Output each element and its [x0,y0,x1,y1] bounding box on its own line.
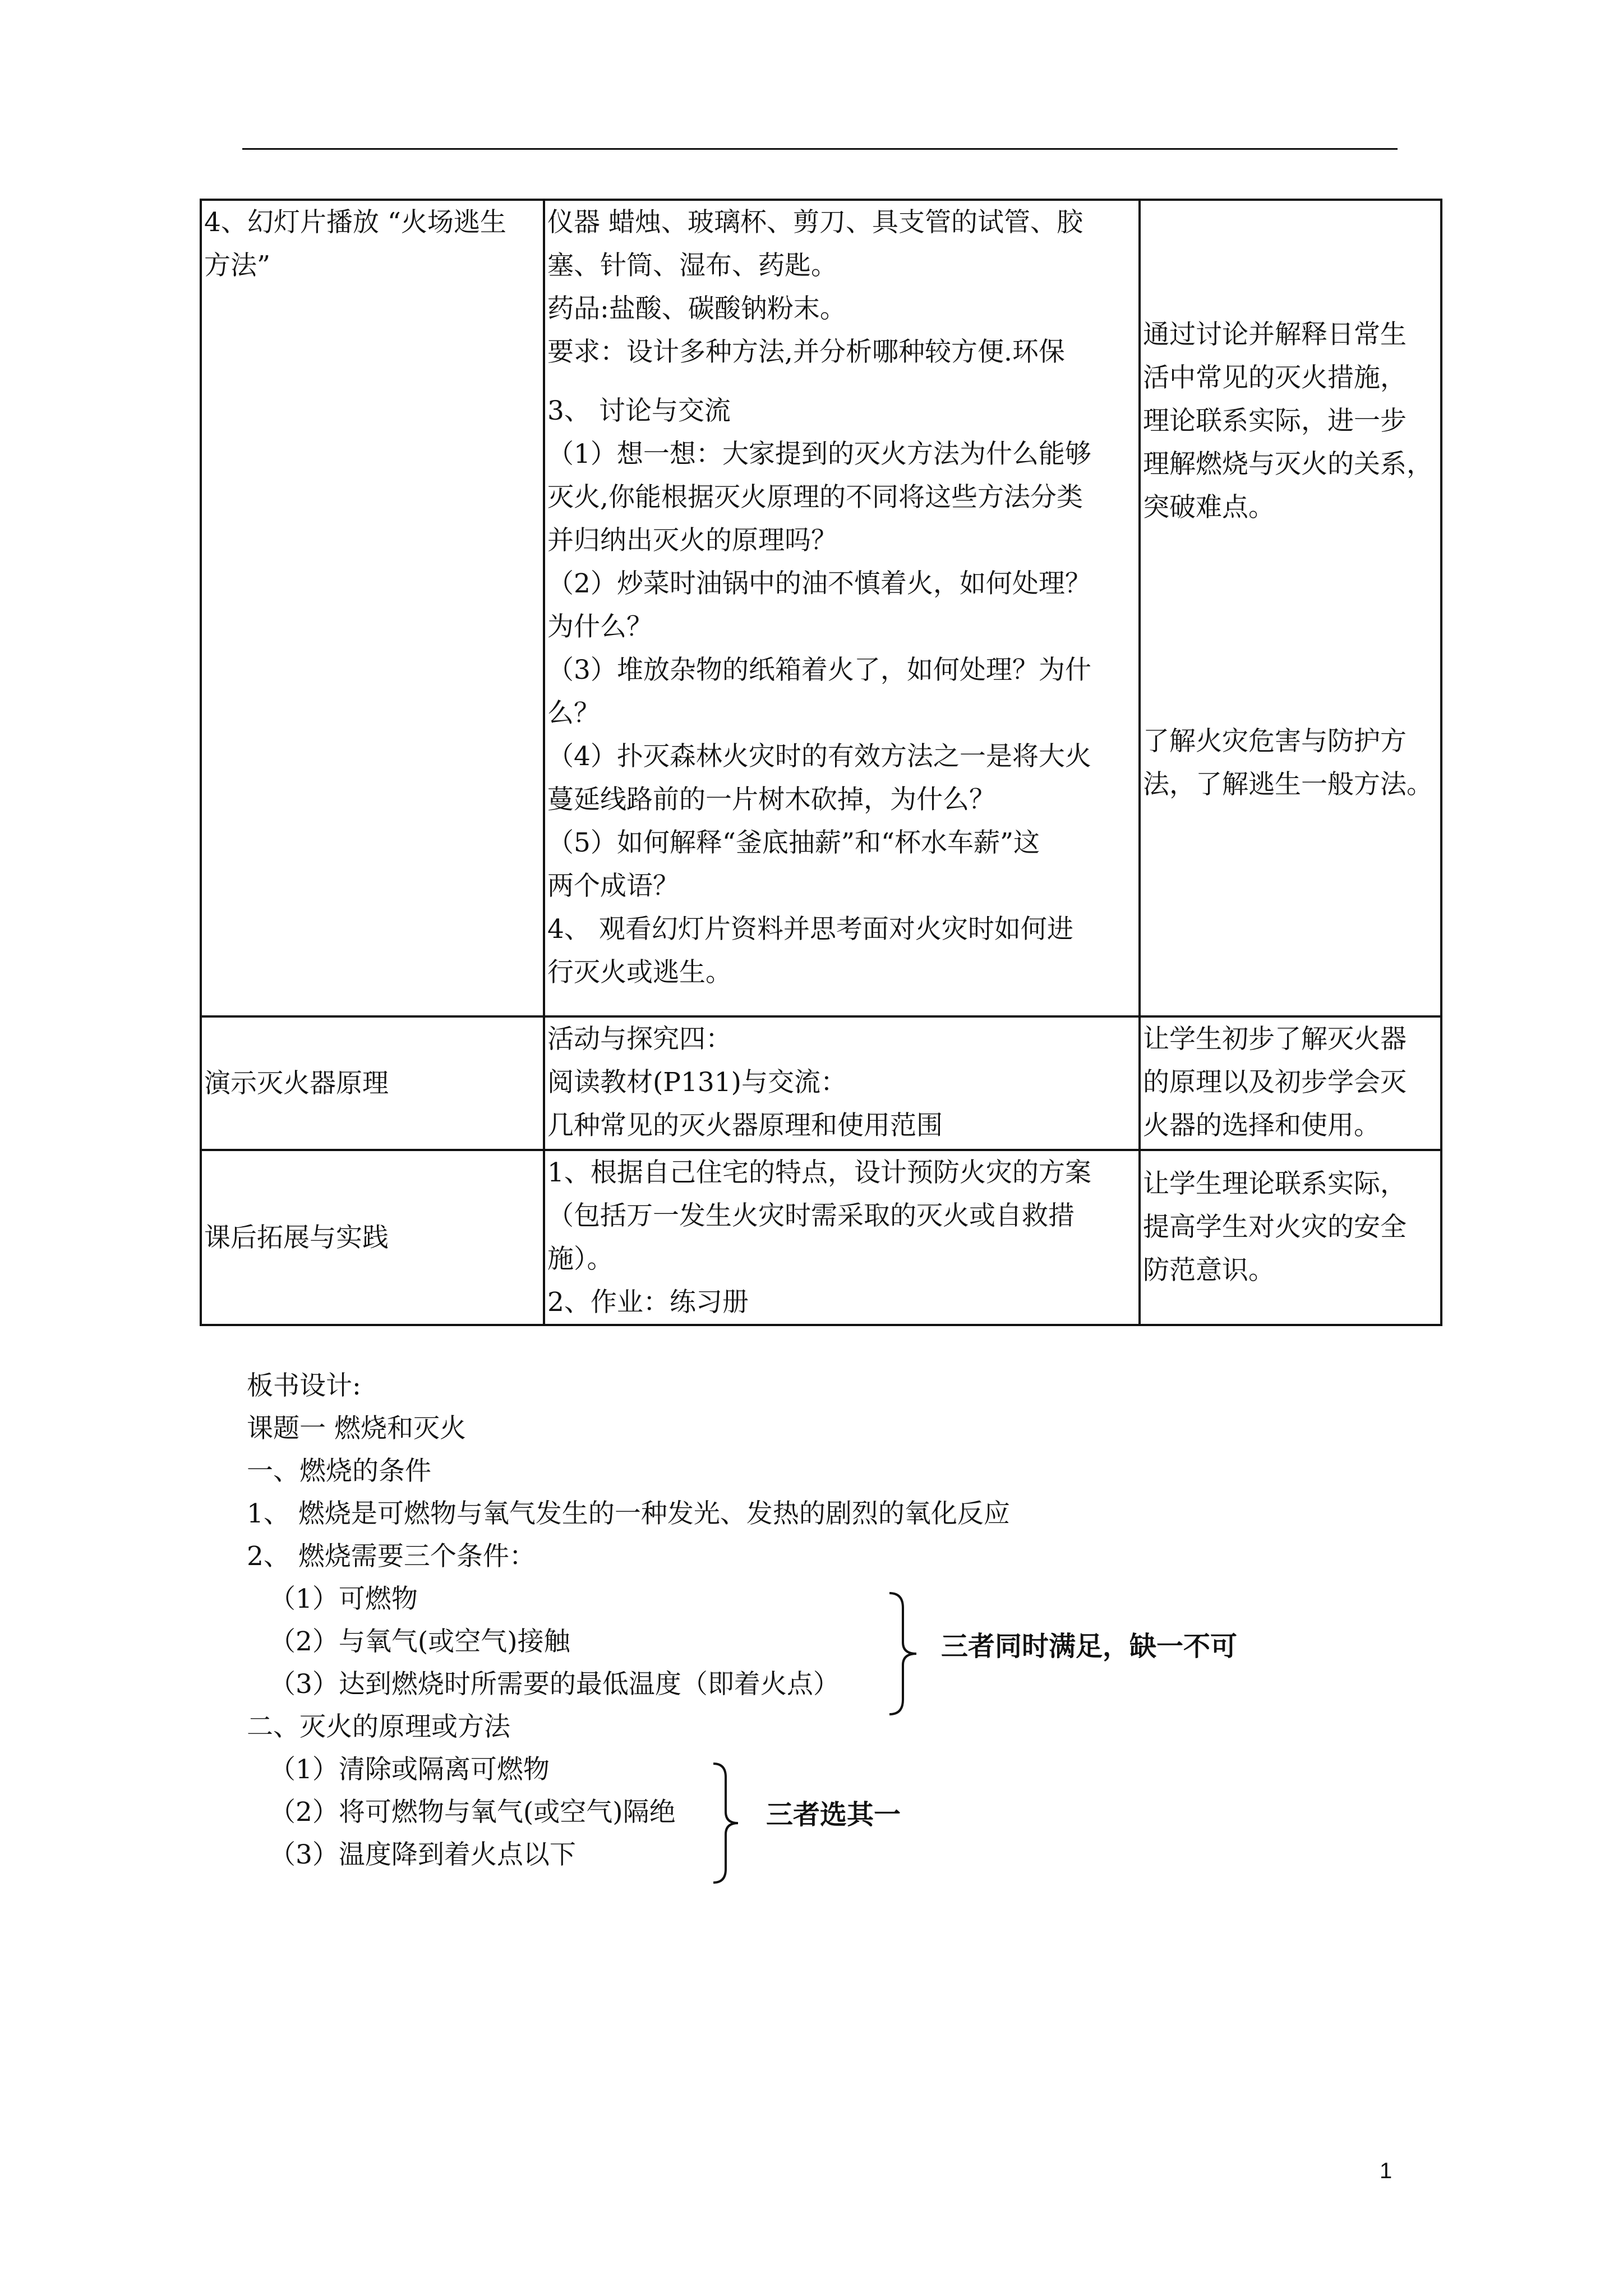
teacher-activity-cell [201,1150,544,1325]
teacher-activity-cell [201,1016,544,1150]
table-row [201,200,1441,1016]
cell-line: 药品:盐酸、碳酸钠粉末。 [547,293,846,324]
board-topic: 课题一 燃烧和灭火 [247,1413,466,1444]
cell-line: 1、根据自己住宅的特点，设计预防火灾的方案 [547,1157,1091,1188]
cell-line: 活动与探究四： [547,1024,732,1055]
cell-line: 并归纳出灭火的原理吗？ [547,525,837,556]
design-intent-cell [1140,1016,1441,1150]
page-number: 1 [1380,2159,1393,2183]
board-heading: 板书设计: [247,1370,361,1401]
method-item: （3）温度降到着火点以下 [269,1839,576,1870]
cell-line: 塞、针筒、湿布、药匙。 [547,250,837,281]
cell-line: 4、 观看幻灯片资料并思考面对火灾时如何进 [547,914,1073,945]
cell-line: 活中常见的灭火措施， [1143,362,1407,393]
header-rule [242,148,1398,150]
right-brace-icon [710,1761,741,1885]
cell-line: 突破难点。 [1143,492,1275,523]
cell-line: （2）炒菜时油锅中的油不慎着火，如何处理？ [547,568,1091,599]
cell-line: 灭火,你能根据灭火原理的不同将这些方法分类 [547,482,1083,513]
condition-item: （1）可燃物 [269,1584,418,1614]
cell-line: 几种常见的灭火器原理和使用范围 [547,1110,943,1141]
cell-line: 演示灭火器原理 [204,1068,389,1099]
cell-line: （3）堆放杂物的纸箱着火了，如何处理？为什 [547,655,1091,685]
cell-line: 方法” [204,250,271,281]
cell-line: 3、 讨论与交流 [547,395,731,426]
cell-line: 为什么？ [547,611,653,642]
cell-line: 么？ [547,698,600,729]
condition-item: （2）与氧气(或空气)接触 [269,1626,570,1657]
cell-line: 理解燃烧与灭火的关系， [1143,449,1433,480]
condition-item: （3）达到燃烧时所需要的最低温度（即着火点） [269,1669,840,1700]
method-item: （2）将可燃物与氧气(或空气)隔绝 [269,1797,676,1828]
table-row [201,1150,1441,1325]
cell-line: 法，了解逃生一般方法。 [1143,769,1433,800]
student-activity-cell [544,200,1140,1016]
cell-line: 4、幻灯片播放 “火场逃生 [204,207,506,238]
cell-line: 让学生理论联系实际， [1143,1168,1407,1199]
cell-line: 了解火灾危害与防护方 [1143,726,1407,757]
cell-line: 理论联系实际，进一步 [1143,406,1407,436]
cell-line: 通过讨论并解释日常生 [1143,319,1407,350]
cell-line: 要求：设计多种方法,并分析哪种较方便.环保 [547,337,1065,367]
section2-title: 二、灭火的原理或方法 [247,1711,510,1742]
cell-line: 阅读教材(P131)与交流： [547,1067,847,1098]
cell-line: 防范意识。 [1143,1255,1275,1286]
cell-line: 2、作业：练习册 [547,1287,749,1318]
cell-line: 让学生初步了解灭火器 [1143,1024,1407,1055]
methods-note: 三者选其一 [766,1799,901,1830]
teacher-activity-cell [201,200,544,1016]
cell-line: （1）想一想：大家提到的灭火方法为什么能够 [547,439,1091,470]
right-brace-icon [886,1591,920,1717]
student-activity-cell [544,1016,1140,1150]
cell-line: （4）扑灭森林火灾时的有效方法之一是将大火 [547,741,1091,772]
lesson-plan-table [200,199,1442,1326]
cell-line: （5）如何解释“釜底抽薪”和“杯水车薪”这 [547,827,1040,858]
combustion-conditions-intro: 2、 燃烧需要三个条件： [247,1541,536,1572]
cell-line: 火器的选择和使用。 [1143,1110,1380,1141]
cell-line: 行灭火或逃生。 [547,957,732,988]
combustion-definition: 1、 燃烧是可燃物与氧气发生的一种发光、发热的剧烈的氧化反应 [247,1498,1010,1529]
cell-line: 蔓延线路前的一片树木砍掉，为什么？ [547,784,995,815]
design-intent-cell [1140,200,1441,1016]
section1-title: 一、燃烧的条件 [247,1456,431,1487]
method-item: （1）清除或隔离可燃物 [269,1754,550,1785]
cell-line: 课后拓展与实践 [204,1222,389,1253]
table-row [201,1016,1441,1150]
cell-line: 仪器 蜡烛、玻璃杯、剪刀、具支管的试管、胶 [547,207,1083,238]
cell-line: 施）。 [547,1244,614,1274]
design-intent-cell [1140,1150,1441,1325]
cell-line: 提高学生对火灾的安全 [1143,1212,1407,1243]
cell-line: 的原理以及初步学会灭 [1143,1067,1407,1098]
student-activity-cell [544,1150,1140,1325]
cell-line: 两个成语？ [547,871,679,901]
conditions-note: 三者同时满足，缺一不可 [941,1631,1238,1662]
cell-line: （包括万一发生火灾时需采取的灭火或自救措 [547,1200,1075,1231]
